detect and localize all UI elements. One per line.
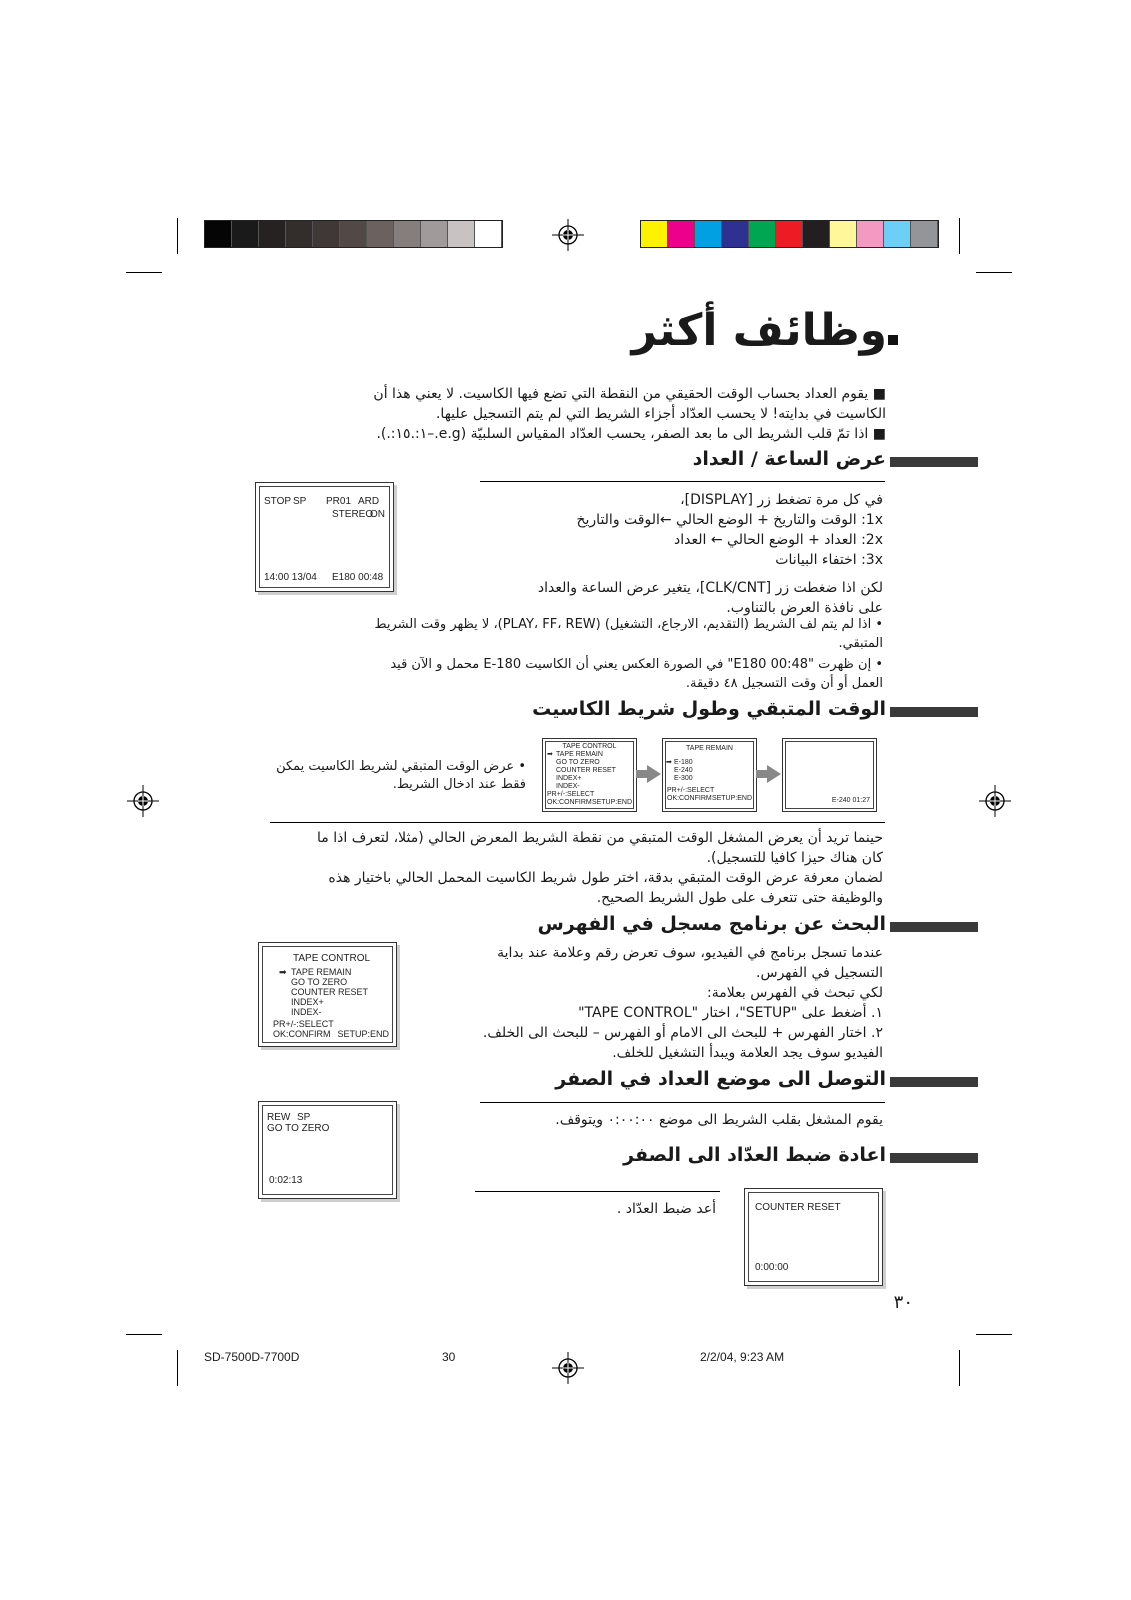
- grey-swatch: [448, 221, 475, 247]
- clock-line-6: على نافذة العرض بالتناوب.: [726, 600, 883, 616]
- section-heading-counter-reset: اعادة ضبط العدّاد الى الصفر: [623, 1144, 886, 1166]
- osd-menu-item: E-180: [674, 759, 693, 766]
- color-swatch: [830, 221, 857, 247]
- remaining-line-3: لضمان معرفة عرض الوقت المتبقي بدقة، اختر طول شريط الكاسيت المحمل الحالي باختيار هذه: [328, 870, 883, 886]
- intro-text: [266, 384, 886, 444]
- index-line-4: ١. أضغط على "SETUP"، اختار "TAPE CONTROL": [578, 1005, 883, 1021]
- osd-counter-reset: [744, 1188, 883, 1286]
- grey-swatch: [421, 221, 448, 247]
- osd-screen: [748, 1192, 879, 1282]
- osd-screen: [665, 741, 754, 809]
- osd-selector-arrow-icon: ➡: [547, 751, 553, 758]
- osd-select: PR+/-:SELECT: [547, 791, 595, 798]
- remaining-line-2: كان هناك حيزا كافيا للتسجيل).: [706, 850, 883, 866]
- color-swatch: [911, 221, 938, 247]
- osd-counter: E180 00:48: [332, 572, 384, 583]
- color-swatch: [695, 221, 722, 247]
- color-swatch: [641, 221, 668, 247]
- crop-mark: [126, 1334, 162, 1335]
- osd-time: 0:02:13: [269, 1175, 303, 1186]
- color-calibration-bar: [640, 220, 939, 248]
- color-swatch: [668, 221, 695, 247]
- section-heading-remaining-time: الوقت المتبقي وطول شريط الكاسيت: [532, 698, 886, 720]
- osd-screen: [785, 741, 874, 809]
- crop-mark: [177, 218, 178, 254]
- clock-line-5: لكن اذا ضغطت زر [CLK/CNT]، يتغير عرض الساعة والعداد: [537, 580, 883, 596]
- clock-note-2b: العمل أو أن وقت التسجيل ٤٨ دقيقة.: [685, 676, 883, 691]
- osd-footer: [263, 1029, 392, 1039]
- osd-tape-remain: [662, 738, 757, 812]
- osd-time: 0:00:00: [755, 1262, 789, 1273]
- counter-reset-text: أعد ضبط العدّاد .: [616, 1201, 716, 1217]
- clock-note-1b: المتبقي.: [838, 636, 883, 651]
- intro-line-2: الكاسيت في بدايته! لا يحسب العدّاد أجزاء الشريط التي لم يتم التسجيل عليها.: [435, 406, 886, 422]
- grey-swatch: [205, 221, 232, 247]
- osd-end: SETUP:END: [591, 799, 632, 806]
- osd-menu-item: TAPE REMAIN: [556, 751, 603, 758]
- osd-stop: STOP: [264, 496, 292, 507]
- osd-menu-item: COUNTER RESET: [556, 767, 616, 774]
- crop-mark: [177, 1350, 178, 1386]
- crop-mark: [976, 1334, 1012, 1335]
- color-swatch: [803, 221, 830, 247]
- osd-screen: [262, 1105, 393, 1195]
- index-text: [403, 943, 883, 1063]
- crop-mark: [959, 218, 960, 254]
- footer-model: SD-7500D-7700D: [204, 1350, 300, 1364]
- osd-datetime: 14:00 13/04: [264, 572, 317, 583]
- osd-menu-item: INDEX+: [291, 997, 324, 1007]
- section-heading-go-to-zero: التوصل الى موضع العداد في الصفر: [555, 1068, 886, 1090]
- osd-menu-item: INDEX-: [556, 783, 580, 790]
- index-line-6: الفيديو سوف يجد العلامة ويبدأ التشغيل للخلف.: [612, 1045, 883, 1061]
- section-rule: [270, 822, 885, 823]
- osd-title: TAPE CONTROL: [293, 953, 371, 964]
- intro-line-3: ■ اذا تمّ قلب الشريط الى ما بعد الصفر، يحسب العدّاد المقياس السلبيّة (e.g.–١:.١٥:.).: [376, 426, 886, 442]
- crop-mark: [126, 272, 162, 273]
- osd-menu-item: TAPE REMAIN: [291, 967, 352, 977]
- section-heading-clock-counter: عرض الساعة / العداد: [692, 448, 886, 470]
- remaining-bullet-2: فقط عند ادخال الشريط.: [392, 777, 526, 792]
- osd-tape-control: [258, 942, 397, 1047]
- registration-mark-bottom: [552, 1352, 584, 1384]
- osd-confirm: OK:CONFIRM: [667, 795, 712, 802]
- osd-clock-display: [255, 482, 394, 592]
- osd-select: PR+/-:SELECT: [667, 787, 715, 794]
- grey-swatch: [367, 221, 394, 247]
- title-bullet-square: [888, 335, 898, 345]
- arrow-right-icon: [767, 765, 781, 783]
- osd-label: COUNTER RESET: [755, 1202, 841, 1213]
- osd-confirm: OK:CONFIRM: [273, 1029, 331, 1039]
- registration-mark-right: [979, 785, 1011, 817]
- osd-screen: [262, 946, 393, 1043]
- grey-swatch: [286, 221, 313, 247]
- grey-swatch: [232, 221, 259, 247]
- grey-swatch: [394, 221, 421, 247]
- osd-title: TAPE REMAIN: [686, 745, 733, 752]
- osd-menu-item: INDEX-: [291, 1007, 322, 1017]
- osd-on: ON: [370, 509, 385, 520]
- color-swatch: [857, 221, 884, 247]
- crop-mark: [976, 272, 1012, 273]
- osd-menu-list: [546, 751, 633, 791]
- intro-line-1: ■ يقوم العداد بحساب الوقت الحقيقي من النقطة التي تضع فيها الكاسيت. لا يعني هذا أن: [373, 386, 886, 402]
- color-swatch: [776, 221, 803, 247]
- index-line-2: التسجيل في الفهرس.: [756, 965, 883, 981]
- color-swatch: [722, 221, 749, 247]
- section-bar: [890, 1077, 978, 1087]
- section-rule: [480, 481, 885, 482]
- osd-footer: [666, 795, 753, 803]
- osd-tape-length-list: [666, 759, 753, 783]
- page-number-arabic: ٣٠: [893, 1292, 913, 1313]
- remaining-text: [263, 828, 883, 908]
- remaining-bullet: [246, 758, 526, 794]
- section-heading-index-search: البحث عن برنامج مسجل في الفهرس: [537, 913, 886, 935]
- color-swatch: [884, 221, 911, 247]
- clock-counter-text: [363, 490, 883, 618]
- section-bar: [890, 707, 978, 717]
- osd-menu-item: INDEX+: [556, 775, 582, 782]
- color-swatch: [749, 221, 776, 247]
- osd-footer: [546, 799, 633, 807]
- arrow-right-icon: [647, 765, 661, 783]
- osd-menu-item: E-240: [674, 767, 693, 774]
- clock-line-1: في كل مرة تضغط زر [DISPLAY]،: [680, 492, 883, 508]
- clock-line-2: 1x: الوقت والتاريخ + الوضع الحالي ←الوقت والتاريخ: [576, 512, 883, 528]
- osd-sp: SP: [297, 1112, 311, 1123]
- grey-swatch: [340, 221, 367, 247]
- osd-remain-value: E-240 01:27: [831, 797, 870, 804]
- page-title: وظائف أكثر: [631, 305, 887, 356]
- crop-mark: [959, 1350, 960, 1386]
- section-bar: [890, 922, 978, 932]
- index-line-3: لكي تبحث في الفهرس بعلامة:: [707, 985, 883, 1001]
- clock-line-4: 3x: اختفاء البيانات: [775, 552, 883, 568]
- remaining-line-4: والوظيفة حتى تتعرف على طول الشريط الصحيح.: [596, 890, 883, 906]
- registration-mark-top: [552, 219, 584, 251]
- clock-line-3: 2x: العداد + الوضع الحالي ← العداد: [674, 532, 883, 548]
- osd-title: TAPE CONTROL: [562, 743, 617, 750]
- clock-note-2: • إن ظهرت "E180 00:48" في الصورة العكس يعني أن الكاسيت E-180 محمل و الآن قيد: [390, 657, 883, 672]
- osd-select: PR+/-:SELECT: [273, 1019, 334, 1029]
- grey-swatch: [259, 221, 286, 247]
- osd-selector-arrow-icon: ➡: [279, 967, 287, 977]
- osd-stereo: STEREO: [332, 509, 374, 520]
- osd-tape-control-small: [542, 738, 637, 812]
- osd-selector-arrow-icon: ➡: [666, 759, 672, 766]
- go-to-zero-text: يقوم المشغل بقلب الشريط الى موضع ٠:٠٠:٠٠ ويتوقف.: [555, 1112, 883, 1128]
- registration-mark-left: [127, 785, 159, 817]
- osd-end: SETUP:END: [711, 795, 752, 802]
- osd-screen: [545, 741, 634, 809]
- osd-pr: PR01: [326, 496, 352, 507]
- osd-screen: [259, 486, 390, 588]
- section-rule: [480, 1102, 885, 1103]
- osd-go-to-zero: [258, 1101, 397, 1199]
- osd-confirm: OK:CONFIRM: [547, 799, 592, 806]
- osd-menu-item: GO TO ZERO: [291, 977, 348, 987]
- osd-ard: ARD: [358, 496, 380, 507]
- osd-menu-item: E-300: [674, 775, 693, 782]
- section-bar: [890, 1153, 978, 1163]
- remaining-line-1: حينما تريد أن يعرض المشغل الوقت المتبقي من نقطة الشريط المعرض الحالي (مثلا، لتعرف اذا ما: [317, 830, 883, 846]
- clock-notes: [323, 615, 883, 693]
- osd-menu-item: GO TO ZERO: [556, 759, 600, 766]
- osd-remain-readout: [782, 738, 877, 812]
- grey-swatch: [313, 221, 340, 247]
- index-line-1: عندما تسجل برنامج في الفيديو، سوف تعرض رقم وعلامة عند بداية: [497, 945, 883, 961]
- osd-end: SETUP:END: [337, 1029, 389, 1039]
- grey-swatch: [475, 221, 502, 247]
- osd-label: GO TO ZERO: [267, 1123, 330, 1134]
- osd-menu-list: [263, 967, 392, 1017]
- section-bar: [890, 457, 978, 467]
- osd-sp: SP: [293, 496, 307, 507]
- remaining-bullet-1: • عرض الوقت المتبقي لشريط الكاسيت يمكن: [276, 759, 526, 774]
- osd-mode: REW: [267, 1112, 291, 1123]
- clock-note-1: • اذا لم يتم لف الشريط (التقديم، الارجاع، التشغيل) (PLAY، FF، REW)، لا يظهر وقت الشريط: [374, 617, 883, 632]
- index-line-5: ٢. اختار الفهرس + للبحث الى الامام أو الفهرس – للبحث الى الخلف.: [482, 1025, 883, 1041]
- osd-menu-item: COUNTER RESET: [291, 987, 369, 997]
- footer-page: 30: [442, 1350, 456, 1364]
- footer-date: 2/2/04, 9:23 AM: [700, 1350, 785, 1364]
- section-rule: [475, 1191, 720, 1192]
- greyscale-calibration-bar: [204, 220, 503, 248]
